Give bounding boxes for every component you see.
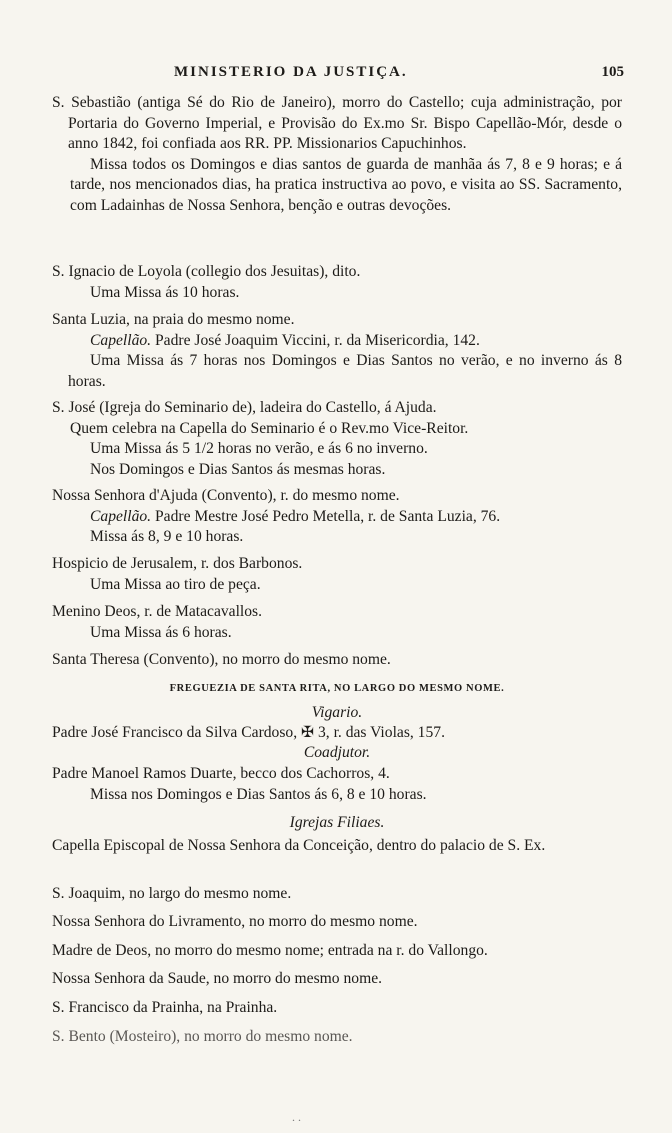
entry-title: S. Sebastião (antiga Sé do Rio de Janeiro), morro do Castello; cuja administração, por Portaria do Governo Imperial, e Provisão do Ex.mo Sr. Bispo Capellão-Mór, desde o anno 1842, foi confiada aos RR. PP. Missionarios Capuchinhos. — [52, 94, 622, 153]
entry-luzia — [52, 310, 622, 392]
entry-missa: Uma Missa ao tiro de peça. — [90, 575, 261, 593]
coadjutor-entry — [52, 764, 622, 805]
entry-missa-2: Nos Domingos e Dias Santos ás mesmas horas. — [90, 460, 386, 478]
freguezia-heading: FREGUEZIA DE SANTA RITA, NO LARGO DO MESMO NOME. — [169, 683, 505, 694]
entry-title: S. José (Igreja do Seminario de), ladeira do Castello, á Ajuda. — [52, 399, 437, 416]
entry-missa: Missa ás 8, 9 e 10 horas. — [90, 528, 244, 546]
filiaes-label: Igrejas Filiaes. — [289, 814, 385, 831]
entry-ajuda — [52, 486, 622, 548]
capellao-label: Capellão. — [90, 507, 152, 525]
freguezia-missa: Missa nos Domingos e Dias Santos ás 6, 8 e 10 horas. — [90, 785, 427, 803]
entry-hospicio — [52, 554, 622, 595]
filiaes-item-text: Capella Episcopal de Nossa Senhora da Conceição, dentro do palacio de S. Ex. — [52, 837, 546, 854]
filiaes-item — [52, 884, 622, 905]
entry-menino — [52, 602, 622, 643]
capellao-name: Padre Mestre José Pedro Metella, r. de Santa Luzia, 76. — [154, 507, 501, 525]
entry-title: Santa Theresa (Convento), no morro do mesmo nome. — [52, 651, 391, 668]
entry-missa: Uma Missa ás 7 horas nos Domingos e Dias Santos no verão, e no inverno ás 8 horas. — [68, 352, 622, 390]
filiaes-item-text: Madre de Deos, no morro do mesmo nome; entrada na r. do Vallongo. — [52, 942, 488, 959]
running-title: MINISTERIO DA JUSTIÇA. — [174, 64, 408, 80]
entry-title: Nossa Senhora d'Ajuda (Convento), r. do mesmo nome. — [52, 487, 400, 504]
page-number: 105 — [601, 64, 624, 80]
vigario-label: Vigario. — [311, 704, 363, 721]
entry-missa: Missa todos os Domingos e dias santos de guarda de manhãa ás 7, 8 e 9 horas; e á tarde, nos mencionados dias, ha pratica instructiva ao povo, e visita ao SS. Sacramento, com Ladainhas de Nossa Senhora, benção e outras devoções. — [70, 155, 622, 214]
filiaes-item-text: Nossa Senhora da Saude, no morro do mesmo nome. — [52, 970, 383, 987]
vigario-name: Padre José Francisco da Silva Cardoso, ✠ 3, r. das Violas, 157. — [52, 724, 445, 741]
filiaes-item — [52, 969, 622, 990]
entry-theresa — [52, 650, 622, 671]
filiaes-item-text: S. Joaquim, no largo do mesmo nome. — [52, 885, 292, 902]
entry-sebastiao — [52, 93, 622, 217]
running-header — [52, 58, 624, 86]
entry-title: Santa Luzia, na praia do mesmo nome. — [52, 311, 295, 328]
capellao-name: Padre José Joaquim Viccini, r. da Misericordia, 142. — [154, 331, 480, 349]
footer-mark: . . — [292, 1110, 301, 1124]
entry-missa: Uma Missa ás 6 horas. — [90, 623, 232, 641]
entry-jose — [52, 398, 622, 480]
entry-missa: Uma Missa ás 10 horas. — [90, 283, 240, 301]
capellao-label: Capellão. — [90, 331, 152, 349]
entry-title: Menino Deos, r. de Matacavallos. — [52, 603, 263, 620]
entry-title: S. Ignacio de Loyola (collegio dos Jesuitas), dito. — [52, 263, 361, 280]
filiaes-item-text: S. Bento (Mosteiro), no morro do mesmo nome. — [52, 1028, 353, 1045]
filiaes-item — [52, 836, 622, 857]
filiaes-item — [52, 912, 622, 933]
filiaes-item — [52, 1027, 622, 1048]
filiaes-item-text: S. Francisco da Prainha, na Prainha. — [52, 999, 278, 1016]
entry-missa: Uma Missa ás 5 1/2 horas no verão, e ás 6 no inverno. — [90, 440, 428, 458]
entry-quem: Quem celebra na Capella do Seminario é o Rev.mo Vice-Reitor. — [70, 419, 469, 437]
vigario-entry — [52, 723, 622, 744]
entry-title: Hospicio de Jerusalem, r. dos Barbonos. — [52, 555, 303, 572]
filiaes-item — [52, 998, 622, 1019]
filiaes-item-text: Nossa Senhora do Livramento, no morro do mesmo nome. — [52, 913, 418, 930]
entry-ignacio — [52, 262, 622, 303]
filiaes-item — [52, 941, 622, 962]
coadjutor-label: Coadjutor. — [303, 744, 371, 761]
coadjutor-name: Padre Manoel Ramos Duarte, becco dos Cachorros, 4. — [52, 765, 390, 782]
